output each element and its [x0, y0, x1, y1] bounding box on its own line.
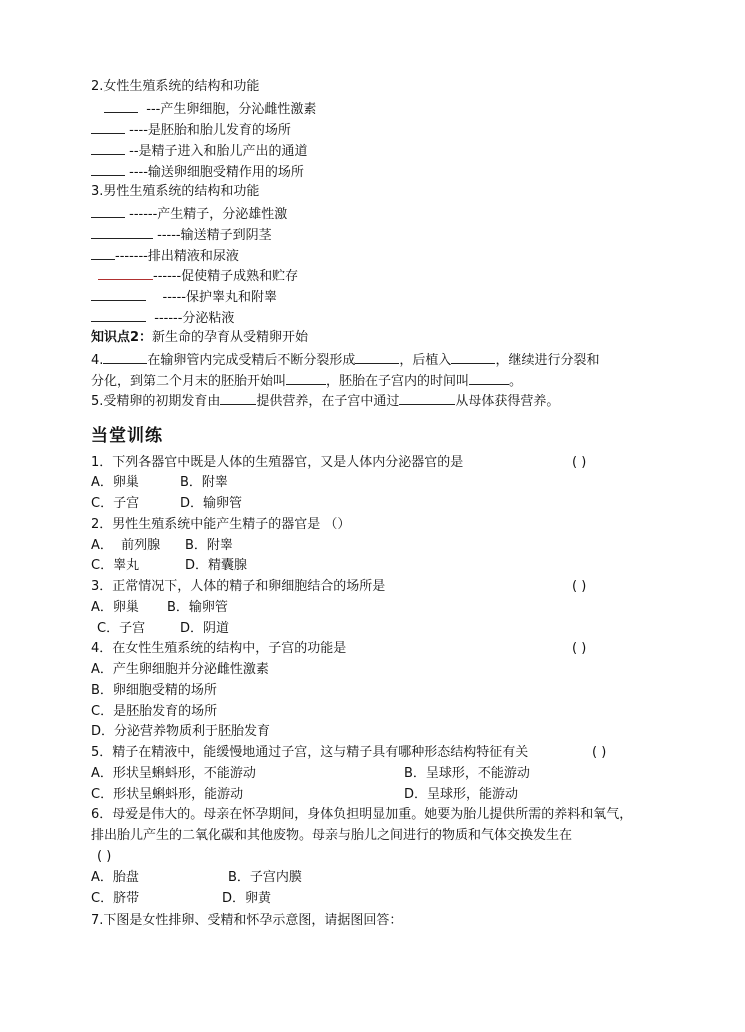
female-item-oviduct: ----输送卵细胞受精作用的场所	[91, 162, 304, 182]
male-item-testis: ------产生精子，分泌雄性激	[91, 204, 287, 224]
answer-blank[interactable]	[98, 266, 153, 280]
male-system-title: 3.男性生殖系统的结构和功能	[91, 184, 260, 199]
female-item-ovary: ---产生卵细胞，分沁雌性激素	[104, 99, 316, 119]
mc-q3-option-c[interactable]: C．子宫	[97, 621, 146, 636]
mc-q4-option-d[interactable]: D．分泌营养物质利于胚胎发育	[91, 724, 271, 739]
answer-blank[interactable]	[91, 308, 146, 322]
mc-q6-option-d[interactable]: D．卵黄	[222, 891, 272, 906]
answer-blank[interactable]	[91, 162, 125, 176]
mc-q1-option-c[interactable]: C．子宫	[91, 496, 140, 511]
answer-blank[interactable]	[286, 371, 326, 385]
answer-blank[interactable]	[220, 391, 256, 405]
female-system-title: 2.女性生殖系统的结构和功能	[91, 79, 260, 94]
mc-q1-stem: 1．下列各器官中既是人体的生殖器官，又是人体内分泌器官的是	[91, 455, 464, 470]
mc-q3-option-b[interactable]: B．输卵管	[167, 600, 228, 615]
mc-q1-option-b[interactable]: B．附睾	[180, 475, 228, 490]
answer-blank[interactable]	[103, 350, 147, 364]
mc-q5-option-b[interactable]: B．呈球形，不能游动	[404, 766, 530, 781]
mc-q6-stem-line2: 排出胎儿产生的二氧化碳和其他废物。母亲与胎儿之间进行的物质和气体交换发生在	[91, 828, 573, 843]
answer-blank[interactable]	[104, 99, 138, 113]
mc-q2-option-b[interactable]: B．附睾	[185, 538, 233, 553]
answer-blank[interactable]	[91, 287, 146, 301]
q7-stem: 7.下图是女性排卵、受精和怀孕示意图，请据图回答：	[91, 913, 403, 928]
mc-q3-answer-paren[interactable]: ( )	[572, 579, 587, 594]
mc-q3-option-a[interactable]: A．卵巢	[91, 600, 139, 615]
mc-q5-option-a[interactable]: A．形状呈蝌蚪形，不能游动	[91, 766, 256, 781]
mc-q5-option-d[interactable]: D．呈球形，能游动	[404, 787, 519, 802]
answer-blank[interactable]	[91, 225, 153, 239]
fill-q5: 5.受精卵的初期发育由 提供营养，在子宫中通过 从母体获得营养。	[91, 391, 559, 411]
mc-q1-answer-paren[interactable]: ( )	[572, 455, 587, 470]
female-item-vagina: --是精子进入和胎儿产出的通道	[91, 141, 308, 161]
mc-q6-option-a[interactable]: A．胎盘	[91, 870, 139, 885]
mc-q4-answer-paren[interactable]: ( )	[572, 641, 587, 656]
mc-q2-option-a[interactable]: A． 前列腺	[91, 538, 161, 553]
answer-blank[interactable]	[451, 350, 495, 364]
mc-q5-answer-paren[interactable]: ( )	[592, 745, 607, 760]
mc-q6-stem-line1: 6．母爱是伟大的。母亲在怀孕期间，身体负担明显加重。她要为胎儿提供所需的养料和氧气，	[91, 807, 633, 822]
male-item-epididymis: ------促使精子成熟和贮存	[98, 266, 298, 286]
answer-blank[interactable]	[91, 204, 125, 218]
male-item-vas-deferens: -----输送精子到阴茎	[91, 225, 272, 245]
answer-blank[interactable]	[91, 120, 125, 134]
mc-q4-stem: 4．在女性生殖系统的结构中，子宫的功能是	[91, 641, 347, 656]
mc-q5-option-c[interactable]: C．形状呈蝌蚪形，能游动	[91, 787, 244, 802]
mc-q2-stem: 2．男性生殖系统中能产生精子的器官是 （）	[91, 517, 351, 532]
male-item-scrotum: -----保护睾丸和附睾	[91, 287, 277, 307]
male-item-urethra: -------排出精液和尿液	[91, 246, 239, 266]
answer-blank[interactable]	[469, 371, 509, 385]
mc-q4-option-b[interactable]: B．卵细胞受精的场所	[91, 683, 217, 698]
answer-blank[interactable]	[355, 350, 399, 364]
mc-q1-option-a[interactable]: A．卵巢	[91, 475, 139, 490]
mc-q1-option-d[interactable]: D．输卵管	[180, 496, 243, 511]
mc-q6-answer-paren[interactable]: ( )	[97, 849, 112, 864]
answer-blank[interactable]	[399, 391, 455, 405]
knowledge-point-2	[91, 329, 308, 347]
male-item-glands: ------分泌粘液	[91, 308, 234, 328]
answer-blank[interactable]	[91, 141, 125, 155]
mc-q2-option-c[interactable]: C．睾丸	[91, 558, 140, 573]
mc-q3-stem: 3．正常情况下，人体的精子和卵细胞结合的场所是	[91, 579, 386, 594]
mc-q3-option-d[interactable]: D．阴道	[180, 621, 230, 636]
mc-q4-option-c[interactable]: C．是胚胎发育的场所	[91, 704, 218, 719]
knowledge-text: 新生命的孕育从受精卵开始	[152, 330, 309, 345]
answer-blank[interactable]	[91, 246, 115, 260]
mc-q6-option-c[interactable]: C．脐带	[91, 891, 140, 906]
mc-q4-option-a[interactable]: A．产生卵细胞并分泌雌性激素	[91, 662, 269, 677]
fill-q4-line1: 4. 在输卵管内完成受精后不断分裂形成 ，后植入 ，继续进行分裂和	[91, 350, 599, 370]
mc-q5-stem: 5．精子在精液中，能缓慢地通过子宫，这与精子具有哪种形态结构特征有关	[91, 745, 529, 760]
knowledge-label: 知识点2：	[91, 330, 153, 345]
section-heading-training: 当堂训练	[91, 426, 163, 446]
fill-q4-line2: 分化，到第二个月末的胚胎开始叫 ，胚胎在子宫内的时间叫 。	[91, 371, 522, 391]
mc-q2-option-d[interactable]: D．精囊腺	[185, 558, 248, 573]
female-item-uterus: ----是胚胎和胎儿发育的场所	[91, 120, 291, 140]
mc-q6-option-b[interactable]: B．子宫内膜	[228, 870, 302, 885]
